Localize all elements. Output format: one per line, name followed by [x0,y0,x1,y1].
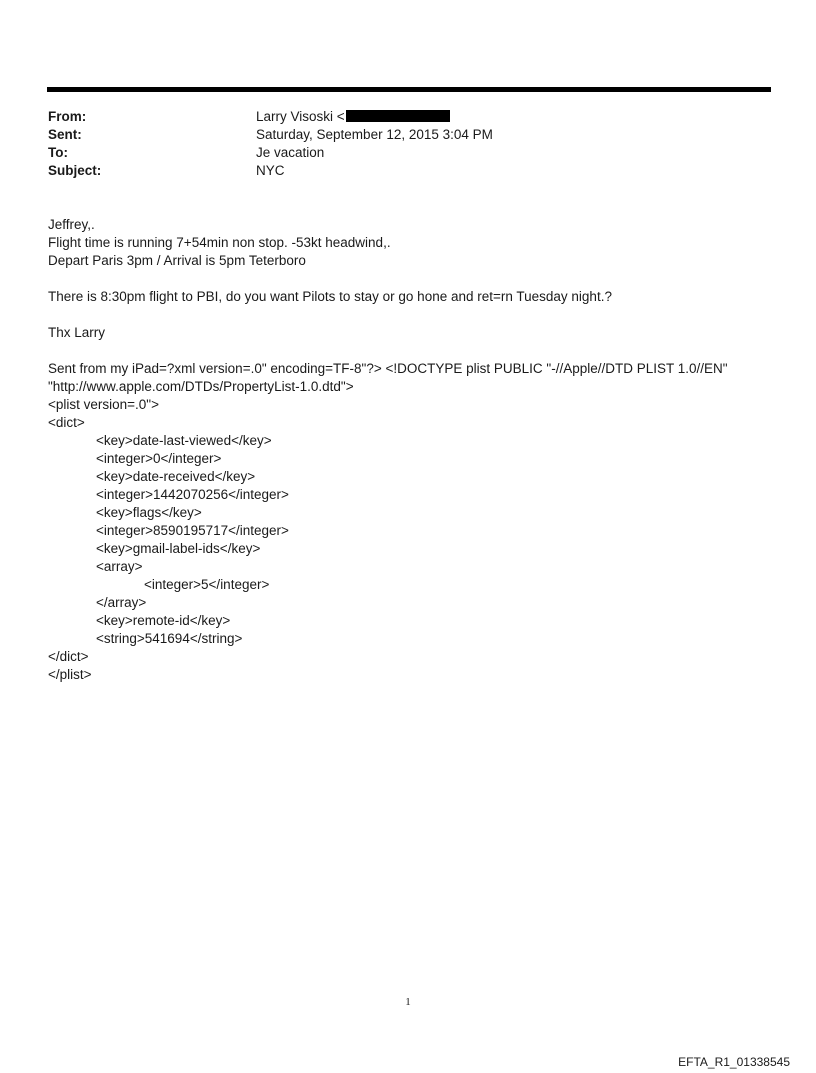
plist-line: <integer>1442070256</integer> [96,487,289,502]
greeting: Jeffrey,. [48,217,95,232]
sent-row [48,126,493,144]
plist-line: </dict> [48,649,89,664]
email-header [48,108,493,180]
subject-value: NYC [256,163,285,178]
plist-line: <key>date-received</key> [96,469,256,484]
to-label: To: [48,145,68,160]
to-row [48,144,493,162]
plist-line: </array> [96,595,147,610]
from-row [48,108,493,126]
sent-from-line: "http://www.apple.com/DTDs/PropertyList-1.0.dtd"> [48,379,354,394]
header-rule [47,87,771,92]
from-value [256,108,450,126]
plist-line: <string>541694</string> [96,631,243,646]
plist-line: <key>date-last-viewed</key> [96,433,272,448]
from-label: From: [48,109,87,124]
plist-line: <plist version=.0"> [48,397,159,412]
subject-label: Subject: [48,163,102,178]
plist-line: <array> [96,559,143,574]
plist-line: <integer>5</integer> [144,577,270,592]
body-line: There is 8:30pm flight to PBI, do you want Pilots to stay or go hone and ret=rn Tuesday night.? [48,289,612,304]
subject-row [48,162,493,180]
sender-name: Larry Visoski < [256,109,345,124]
document-id: EFTA_R1_01338545 [678,1055,790,1069]
email-body [48,216,728,684]
sent-value: Saturday, September 12, 2015 3:04 PM [256,127,493,142]
plist-line: <integer>8590195717</integer> [96,523,289,538]
body-line: Depart Paris 3pm / Arrival is 5pm Teterboro [48,253,306,268]
sent-label: Sent: [48,127,82,142]
to-value: Je vacation [256,145,325,160]
redaction-box [346,110,450,122]
sent-from-line: Sent from my iPad=?xml version=.0" encoding=TF-8"?> <!DOCTYPE plist PUBLIC "-//Apple//DTD PLIST 1.0//EN" [48,361,728,376]
body-line: Flight time is running 7+54min non stop. -53kt headwind,. [48,235,391,250]
plist-line: </plist> [48,667,92,682]
plist-line: <key>flags</key> [96,505,202,520]
plist-line: <dict> [48,415,85,430]
page-number: 1 [405,996,411,1008]
plist-line: <key>gmail-label-ids</key> [96,541,261,556]
signoff: Thx Larry [48,325,106,340]
plist-line: <key>remote-id</key> [96,613,231,628]
plist-line: <integer>0</integer> [96,451,222,466]
